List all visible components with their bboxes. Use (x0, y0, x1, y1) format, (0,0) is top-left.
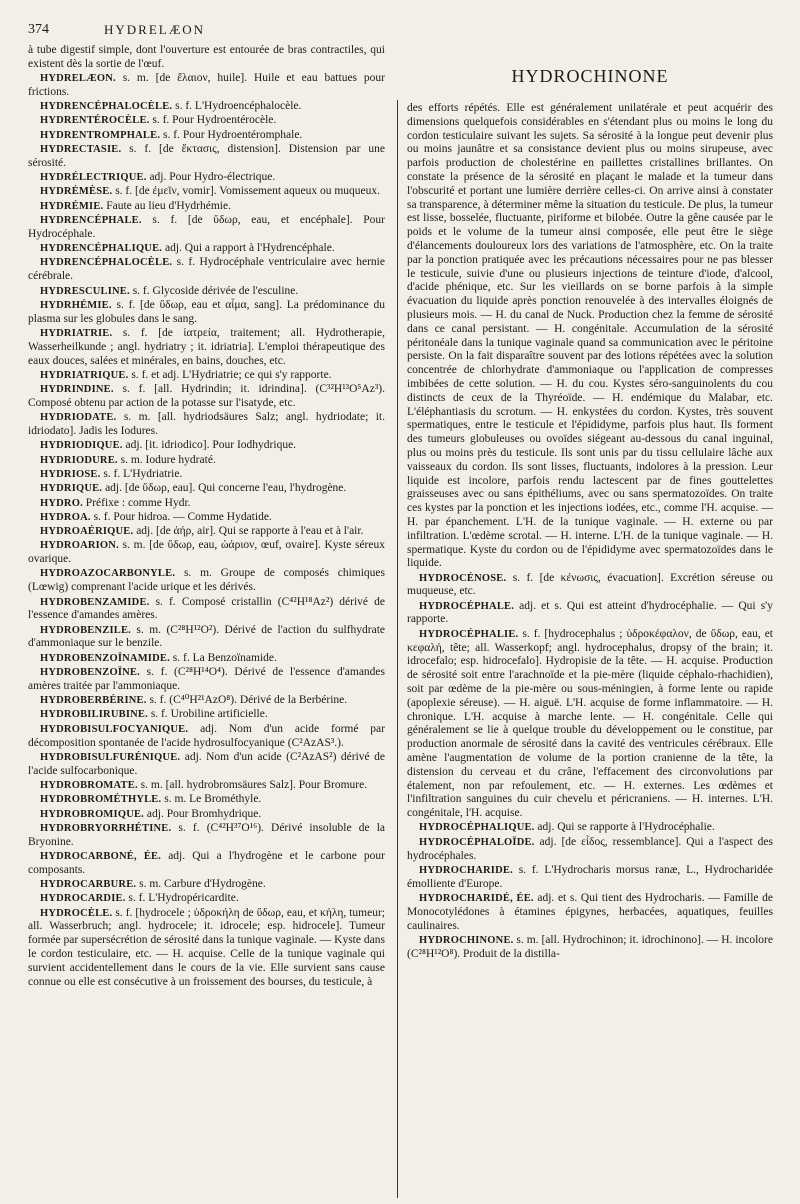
entry-definition: adj. [de εἶδος, ressemblance]. Qui a l'aspect des hydrocéphales. (407, 835, 773, 862)
entry-headword: HYDROCÉPHALIQUE. (419, 822, 535, 834)
entry-definition: s. f. [de ἰατρεία, traitement; all. Hydrotherapie, Wasserheilkunde ; angl. hydriatry ; it. idriatria]. L'emploi thérapeutique des eaux douces, salées et minérales, en bains, douches, etc. (28, 326, 385, 367)
dictionary-entry (28, 808, 385, 822)
entry-definition: s. f. L'Hydriatrie. (100, 467, 183, 480)
dictionary-entry (28, 567, 385, 595)
entry-definition: s. f. (C⁴⁰H²¹AzO⁸). Dérivé de la Berbérine. (146, 694, 348, 707)
entry-definition: s. f. Pour hidroa. — Comme Hydatide. (90, 510, 272, 523)
entry-headword: HYDROCHARIDE. (419, 864, 513, 876)
entry-definition: adj. et s. Qui est atteint d'hydrocéphalie. — Qui s'y rapporte. (407, 599, 773, 626)
dictionary-entry (28, 751, 385, 779)
entry-headword: HYDROBISULFOCYANIQUE. (40, 723, 189, 735)
dictionary-entry (28, 694, 385, 708)
entry-definition: s. f. [de ὕδωρ, eau, et encéphale]. Pour Hydrocéphale. (28, 214, 385, 240)
entry-definition: s. f. L'Hydropéricardite. (125, 892, 239, 905)
entry-definition: adj. [de ἀήρ, air]. Qui se rapporte à l'eau et à l'air. (133, 525, 364, 538)
entry-definition: s. f. [de ὕδωρ, eau et αἷμα, sang]. La prédominance du plasma sur les globules dans le sang. (28, 298, 385, 325)
entry-headword: HYDROARION. (40, 540, 119, 552)
entry-headword: HYDRIATRIE. (40, 327, 113, 339)
entry-headword: HYDRENCÉPHALOCÈLE. (40, 101, 173, 113)
entry-definition: s. f. [de κένωσις, évacuation]. Excrétion séreuse ou muqueuse, etc. (407, 571, 773, 598)
dictionary-entry (28, 539, 385, 567)
entry-headword: HYDROBROMIQUE. (40, 808, 145, 820)
entry-headword: HYDROAZOCARBONYLE. (40, 568, 176, 580)
dictionary-entry (28, 256, 385, 284)
dictionary-entry (28, 892, 385, 906)
dictionary-entry (28, 185, 385, 199)
dictionary-entry (28, 369, 385, 383)
entry-definition: Faute au lieu d'Hydrhémie. (103, 199, 231, 212)
entry-headword: HYDRIODURE. (40, 454, 118, 466)
dictionary-entry (28, 285, 385, 299)
entry-headword: HYDRIODATE. (40, 412, 117, 424)
dictionary-entry (407, 102, 773, 571)
dictionary-entry (407, 821, 773, 835)
dictionary-entry (28, 666, 385, 694)
entry-definition: s. m. (C²⁸H¹²O²). Dérivé de l'action du sulfhydrate d'ammoniaque sur le benzile. (28, 623, 385, 650)
dictionary-entry (407, 864, 773, 892)
entry-headword: HYDRENTÉROCÈLE. (40, 115, 150, 127)
dictionary-entry (28, 525, 385, 539)
entry-definition: s. m. [de ἔλαιον, huile]. Huile et eau battues pour frictions. (28, 72, 385, 98)
dictionary-entry (28, 327, 385, 368)
dictionary-entry (28, 793, 385, 807)
dictionary-entry (28, 497, 385, 511)
entry-headword: HYDROBENZILE. (40, 624, 131, 636)
entry-definition: s. m. [all. hydrobromsäures Salz]. Pour Bromure. (137, 778, 368, 791)
entry-headword: HYDROCARBURE. (40, 879, 137, 891)
entry-headword: HYDRIOSE. (40, 468, 101, 480)
entry-headword: HYDRINDINE. (40, 384, 114, 396)
entry-definition: s. m. Le Brométhyle. (161, 793, 262, 806)
dictionary-entry (28, 723, 385, 751)
dictionary-entry (28, 652, 385, 666)
entry-definition: s. f. Pour Hydroentéromphale. (160, 128, 303, 141)
entry-definition: s. f. Composé cristallin (C⁴²H¹⁸Az²) dérivé de l'essence d'amandes amères. (28, 595, 385, 622)
entry-definition: s. f. (C²⁸H¹⁴O⁴). Dérivé de l'essence d'amandes amères traitée par l'ammoniaque. (28, 666, 385, 692)
entry-definition: s. m. [all. hydriodsäures Salz; angl. hydriodate; it. idriodato]. Jadis les Iodures. (28, 411, 385, 438)
dictionary-entry (28, 383, 385, 411)
dictionary-entry (28, 907, 385, 990)
dictionary-entry (28, 596, 385, 624)
entry-headword: HYDROBENZOÏNAMIDE. (40, 652, 170, 664)
entry-definition: adj. Qui a l'hydrogène et le carbone pour composants. (28, 849, 385, 876)
entry-headword: HYDROCÈLE. (40, 907, 113, 919)
entry-definition: s. f. [hydrocephalus ; ὑδροκέφαλον, de ὕδωρ, eau, et κεφαλή, tête; all. Wasserkopf; angl. hydrocephalus, dropsy of the brain; it. idrocefalo; esp. hidrocefalo]. Hydropisie de la tête. — H. acquise. Production de sérosité soit entre l'arachnoïde et la pie-mère (liquide céphalo-rhachidien), soit par œdème de la pie-mère ou sous-méningien, à forme lente ou rapide (apoplexie séreuse). — H. aiguë. L'H. acquise de forme inflammatoire. — H. chronique. L'H. acquise à marche lente. — H. congénitale. Celle qui généralement se lie à quelque trouble du développement ou le constitue, par production anormale de sérosité dans la cavité des ventricules cérébraux. Elle amène l'augmentation de volume de la portion cranienne de la tête, la distension du cerveau et du crâne, l'effacement des circonvolutions par étalement, non par refoulement, etc. — H. externes. Les œdèmes et l'infiltration sanguines du cuir chevelu et péricraniens. — H. internes. L'H. congénitale, l'H. acquise. (407, 627, 773, 820)
entry-headword: HYDROA. (40, 511, 91, 523)
dictionary-entry (28, 878, 385, 892)
running-head: HYDRELÆON (104, 22, 206, 37)
entry-headword: HYDROCHARIDÉ, ÉE. (419, 892, 534, 904)
entry-definition: s. f. [de ἔκτασις, distension]. Distension par une sérosité. (28, 143, 385, 169)
dictionary-entry (28, 708, 385, 722)
entry-definition: à tube digestif simple, dont l'ouverture est entourée de bras contractiles, qui existent dès la sortie de l'œuf. (28, 44, 385, 70)
left-column (28, 44, 385, 990)
entry-definition: adj. Nom d'un acide formé par décomposition spontanée de l'acide hydrosulfocyanique (C²AzAS³.). (28, 722, 385, 749)
dictionary-entry (407, 934, 773, 962)
entry-headword: HYDROCÉPHALOÏDE. (419, 836, 535, 848)
entry-headword: HYDROBROMÉTHYLE. (40, 794, 162, 806)
entry-headword: HYDRÉLECTRIQUE. (40, 172, 147, 184)
entry-headword: HYDRIATRIQUE. (40, 369, 129, 381)
entry-headword: HYDROBENZAMIDE. (40, 596, 150, 608)
entry-headword: HYDRÉMÈSE. (40, 186, 113, 198)
dictionary-entry (28, 511, 385, 525)
entry-definition: s. f. L'Hydrocharis morsus ranæ, L., Hydrocharidée émolliente d'Europe. (407, 863, 773, 890)
entry-headword: HYDROBROMATE. (40, 779, 138, 791)
entry-headword: HYDRENCÉPHALIQUE. (40, 243, 163, 255)
entry-headword: HYDROBENZOÏNE. (40, 667, 140, 679)
entry-headword: HYDROCARBONÉ, ÉE. (40, 850, 162, 862)
right-column (407, 102, 773, 962)
entry-definition: adj. [de ὕδωρ, eau]. Qui concerne l'eau, l'hydrogène. (102, 482, 347, 495)
dictionary-entry (28, 100, 385, 114)
dictionary-entry (28, 850, 385, 878)
dictionary-entry (28, 482, 385, 496)
entry-headword: HYDRO. (40, 497, 83, 509)
entry-headword: HYDROCÉPHALE. (419, 600, 515, 612)
entry-definition: s. f. (C⁴²H³⁷O¹⁶). Dérivé insoluble de la Bryonine. (28, 821, 385, 848)
entry-definition: s. f. [de ἐμεῖν, vomir]. Vomissement aqueux ou muqueux. (112, 185, 381, 198)
entry-definition: s. f. Hydrocéphale ventriculaire avec hernie cérébrale. (28, 256, 385, 283)
entry-definition: des efforts répétés. Elle est généralement unilatérale et peut acquérir des dimensions quelquefois considérables en s'étendant plus ou moins le long du cordon testiculaire suivant les sujets. Sa sérosité à la longue peut devenir plus ou moins jaunâtre et sa consistance devient plus ou moins sirupeuse, avec parfois production de cholestérine en paillettes cristallines brillantes. On constate la présence de la sérosité en plaçant le malade et la tumeur dans l'obscurité et portant une lumière derrière celles-ci. On arrive ainsi à constater sa transparence, à déterminer même la situation du testicule. De plus, la tumeur est lisse, bosselée, fluctuante, piriforme et bilobée. Outre la gêne causée par le poids et le volume de la tumeur ainsi composée, elle peut être le siège d'élancements douloureux lors des variations de l'atmosphère, etc. On la traite par la ponction pratiquée avec les précautions nécessaires pour ne pas blesser le testicule, suivie d'une ou plusieurs injections de teinture d'iode, d'alcool, d'acide phénique, etc. Sur les vieillards on se borne parfois à la simple évacuation du liquide après ponction renouvelée à des intervalles éloignés de plusieurs mois. — H. du canal de Nuck. Production chez la femme de sérosité dans ce canal persistant. — H. congénitale. Accumulation de la sérosité péritonéale dans la tunique vaginale quand sa communication avec le péritoine persiste. On la fait disparaître souvent par des lotions répétées avec la solution concentrée de chlorhydrate d'ammoniaque ou l'application de compresses imbibées de cette solution. — H. du cou. Kystes séro-sanguinolents du cou distincts de ceux de la Thyréoïde. — H. endémique du Malabar, etc. L'éléphantiasis du scrotum. — H. enkystées du cordon. Kystes, très souvent spermatiques, entre le testicule et l'épididyme, parfois plus haut. Ils forment des tumeurs globuleuses ou ovoïdes siégeant au-dessous du canal inguinal, plus ou moins près du testicule. Ils sont unis par du tissu cellulaire lâche aux vaisseaux du cordon. Ils sont lisses, fluctuants, indolores à la pression. Leur liquide est incolore, parfois rendu lactescent par de fines gouttelettes graisseuses avec ou sans épithéliums, avec ou sans spermatozoïdes. On traite ces kystes par la ponction et les injections iodées, etc., comme l'H. acquise. — H. par épanchement. L'H. de la tunique vaginale. — H. externe ou par infiltration. L'œdème scrotal. — H. interne. L'H. de la tunique vaginale. — H. spermatique. Kyste du cordon ou de l'épididyme avec spermatozoïdes dans le liquide. (407, 102, 773, 570)
dictionary-entry (28, 411, 385, 439)
entry-definition: s. f. Pour Hydroentérocèle. (149, 114, 277, 127)
entry-definition: s. f. La Benzoïnamide. (169, 651, 277, 664)
dictionary-entry (28, 129, 385, 143)
dictionary-entry (28, 44, 385, 72)
dictionary-entry (28, 214, 385, 242)
dictionary-entry (28, 171, 385, 185)
entry-definition: adj. et s. Qui tient des Hydrocharis. — Famille de Monocotylédones à étamines épigynes, herbacées, aquatiques, feuilles caulinaires. (407, 891, 773, 932)
entry-definition: adj. Pour Bromhydrique. (144, 807, 262, 820)
entry-definition: s. m. [all. Hydrochinon; it. idrochinono]. — H. incolore (C²⁸H¹²O⁸). Produit de la distilla- (407, 933, 773, 960)
dictionary-entry (28, 468, 385, 482)
entry-headword: HYDRENCÉPHALE. (40, 215, 142, 227)
dictionary-entry (28, 114, 385, 128)
entry-headword: HYDRIODIQUE. (40, 440, 123, 452)
entry-headword: HYDROCÉPHALIE. (419, 628, 519, 640)
entry-headword: HYDROBRYORRHÉTINE. (40, 822, 172, 834)
entry-headword: HYDRENCÉPHALOCÈLE. (40, 257, 173, 269)
right-page-title: HYDROCHINONE (511, 66, 669, 86)
dictionary-entry (28, 72, 385, 100)
entry-headword: HYDROCÉNOSE. (419, 572, 507, 584)
entry-definition: Préfixe : comme Hydr. (82, 496, 191, 509)
dictionary-entry (407, 892, 773, 933)
entry-headword: HYDRESCULINE. (40, 285, 130, 297)
dictionary-entry (28, 779, 385, 793)
entry-headword: HYDROBILIRUBINE. (40, 709, 148, 721)
column-divider (397, 100, 398, 1198)
entry-definition: s. f. Urobiline artificielle. (147, 708, 268, 721)
entry-definition: s. f. Glycoside dérivée de l'esculine. (129, 284, 299, 297)
dictionary-entry (28, 624, 385, 652)
entry-definition: s. f. [all. Hydrindin; it. idrindina]. (C³²H¹³O⁵Az³). Composé obtenu par action de la potasse sur l'isatyde, etc. (28, 383, 385, 409)
entry-definition: s. m. Carbure d'Hydrogène. (136, 878, 266, 891)
dictionary-entry (28, 299, 385, 327)
entry-headword: HYDROAÉRIQUE. (40, 526, 134, 538)
entry-headword: HYDRELÆON. (40, 73, 116, 85)
entry-headword: HYDROBISULFURÉNIQUE. (40, 751, 181, 763)
dictionary-entry (407, 628, 773, 821)
dictionary-entry (407, 836, 773, 864)
entry-definition: s. m. Groupe de composés chimiques (Lœwig) comprenant l'acide urique et les dérivés. (28, 567, 385, 594)
entry-headword: HYDRENTROMPHALE. (40, 129, 161, 141)
entry-headword: HYDROCHINONE. (419, 934, 514, 946)
entry-definition: adj. Qui a rapport à l'Hydrencéphale. (162, 242, 335, 255)
page-number: 374 (28, 22, 49, 37)
entry-headword: HYDRECTASIE. (40, 144, 122, 156)
entry-headword: HYDROBERBÉRINE. (40, 695, 147, 707)
dictionary-entry (407, 600, 773, 628)
entry-definition: adj. Qui se rapporte à l'Hydrocéphalie. (534, 821, 715, 834)
dictionary-entry (28, 439, 385, 453)
entry-definition: s. m. Iodure hydraté. (117, 453, 216, 466)
dictionary-entry (28, 454, 385, 468)
entry-headword: HYDRHÉMIE. (40, 299, 112, 311)
dictionary-entry (28, 242, 385, 256)
dictionary-entry (28, 200, 385, 214)
entry-headword: HYDRÉMIE. (40, 200, 104, 212)
dictionary-entry (28, 143, 385, 171)
entry-headword: HYDRIQUE. (40, 483, 103, 495)
dictionary-entry (28, 822, 385, 850)
entry-definition: s. f. [hydrocele ; ὑδροκήλη de ὕδωρ, eau, et κήλη, tumeur; all. Wasserbruch; angl. hydrocele; it. idrocele; esp. hidrocele]. Tumeur formée par supersécrétion de sérosité dans la tunique vaginale. — Kyste dans le cordon testiculaire, etc. — H. acquise. Celle de la tunique vaginale qui survient accidentellement dans le cours de la vie. Elle survient sans cause connue ou elle est consécutive à un froissement des bourses, du testicule, à (28, 906, 385, 988)
entry-definition: s. m. [de ὕδωρ, eau, ὠάριον, œuf, ovaire]. Kyste séreux ovarique. (28, 539, 385, 566)
dictionary-entry (407, 572, 773, 600)
entry-definition: adj. [it. idriodico]. Pour Iodhydrique. (122, 439, 297, 452)
entry-definition: s. f. et adj. L'Hydriatrie; ce qui s'y rapporte. (128, 368, 332, 381)
entry-definition: s. f. L'Hydroencéphalocèle. (172, 100, 302, 113)
entry-definition: adj. Nom d'un acide (C²AzAS²) dérivé de l'acide sulfocarbonique. (28, 750, 385, 777)
entry-definition: adj. Pour Hydro-électrique. (146, 171, 276, 184)
entry-headword: HYDROCARDIE. (40, 893, 126, 905)
